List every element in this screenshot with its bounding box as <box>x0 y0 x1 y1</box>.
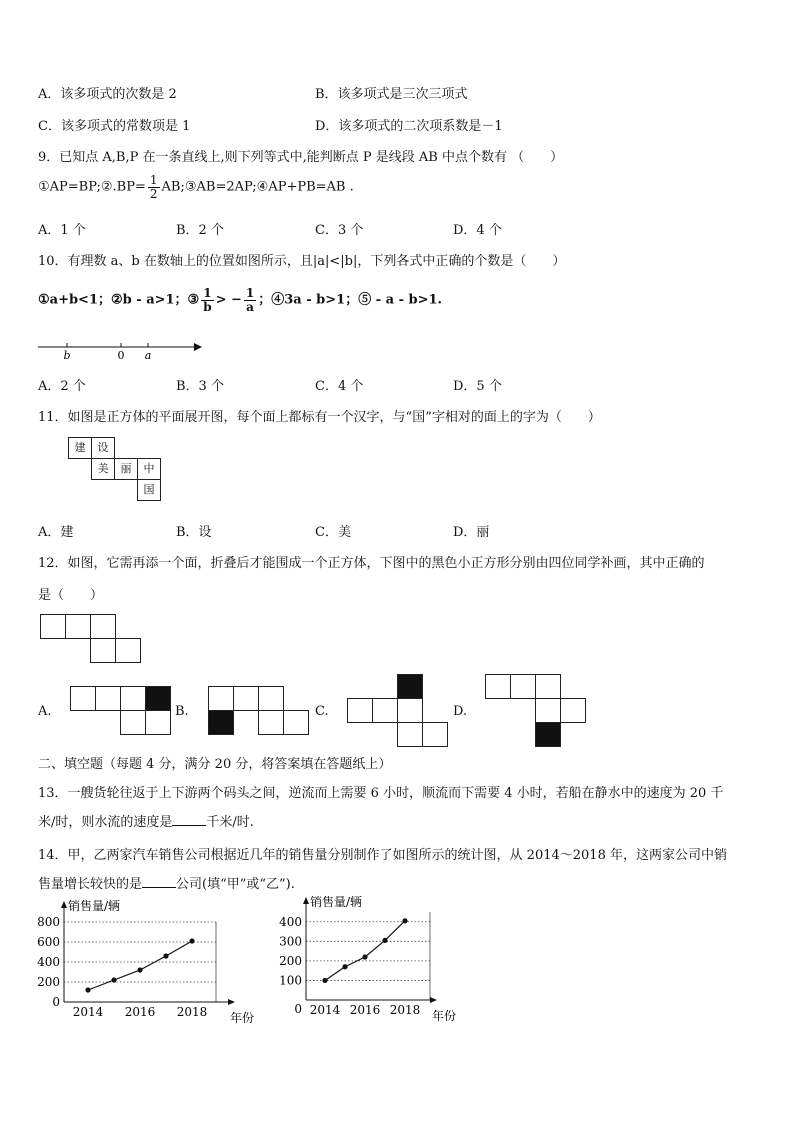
data-point <box>111 977 116 982</box>
q14-line2-pre: 售量增长较快的是 <box>38 877 143 892</box>
chart-jia <box>26 896 266 1024</box>
q12-option-b-label: B. <box>175 704 189 719</box>
q12-option-a-label: A. <box>38 704 52 719</box>
q10-fraction-2: $\frac{1}{a}$ <box>245 286 255 314</box>
q9-option-a: A．1 个 <box>38 223 86 238</box>
net-cell-zhong: 中 <box>137 458 161 480</box>
y-axis-arrow-icon <box>303 897 309 904</box>
q11-option-c: C．美 <box>315 525 351 540</box>
y-tick-label: 0 <box>52 995 60 1009</box>
y-tick-label: 600 <box>37 935 60 949</box>
number-line <box>36 338 206 362</box>
y-axis-label: 销售量/辆 <box>310 896 363 909</box>
q14-line1: 14．甲，乙两家汽车销售公司根据近几年的销售量分别制作了如图所示的统计图，从 2014～2018 年，这两家公司中销 <box>38 848 727 863</box>
net-cell-jian: 建 <box>68 437 92 459</box>
net-cell-guo: 国 <box>137 479 161 501</box>
q9-option-c: C．3 个 <box>315 223 364 238</box>
q13-line2-post: 千米/时. <box>206 815 254 830</box>
q10-fraction-1: $\frac{1}{b}$ <box>203 286 212 314</box>
x-axis-arrow-icon <box>430 997 437 1003</box>
q12-stem-line1: 12．如图，它需再添一个面，折叠后才能围成一个正方体，下图中的黑色小正方形分别由四位同学补画，其中正确的 <box>38 556 705 571</box>
y-tick-label: 200 <box>279 953 302 968</box>
y-tick-label: 800 <box>37 915 60 929</box>
q13-answer-blank[interactable] <box>172 813 206 826</box>
q11-option-b: B．设 <box>176 525 212 540</box>
q10-option-d: D．5 个 <box>453 379 502 394</box>
q13-line2-pre: 米/时，则水流的速度是 <box>38 815 173 830</box>
axis-label-0: 0 <box>117 349 125 362</box>
q12-option-c-label: C. <box>315 704 329 719</box>
y-tick-label: 300 <box>279 934 302 949</box>
y-axis-label: 销售量/辆 <box>68 899 121 913</box>
q10-option-a: A．2 个 <box>38 379 86 394</box>
series-line <box>325 921 405 981</box>
net-cell-she: 设 <box>91 437 115 459</box>
q14-line2 <box>38 873 295 892</box>
y-tick-label: 400 <box>37 955 60 969</box>
q11-stem: 11．如图是正方体的平面展开图，每个面上都标有一个汉字，与“国”字相对的面上的字为（ ） <box>38 410 601 425</box>
q9-items-pre: ①AP=BP;②.BP= <box>38 179 146 195</box>
axis-label-a: a <box>144 349 152 362</box>
q9-option-b: B．2 个 <box>176 223 224 238</box>
x-tick-label: 2014 <box>309 1003 341 1017</box>
q9-fraction: $\frac{1}{2}$ <box>149 173 158 201</box>
x-axis-arrow-icon <box>228 999 235 1005</box>
x-tick-label: 2016 <box>124 1005 156 1019</box>
x-axis-label: 年份 <box>230 1011 255 1024</box>
q8-option-d: D．该多项式的二次项系数是－1 <box>315 119 503 134</box>
q10-option-c: C．4 个 <box>315 379 364 394</box>
net-cell-mei: 美 <box>91 458 115 480</box>
x-tick-label: 2018 <box>176 1005 208 1019</box>
q10-items <box>38 287 442 313</box>
q8-option-a: A．该多项式的次数是 2 <box>38 87 177 102</box>
y-axis-arrow-icon <box>61 901 67 908</box>
x-tick-label: 2018 <box>389 1003 421 1017</box>
y-tick-label: 400 <box>279 914 302 929</box>
series-line <box>88 941 192 990</box>
x-axis-label: 年份 <box>432 1009 457 1023</box>
q14-answer-blank[interactable] <box>142 875 176 888</box>
q8-option-c: C．该多项式的常数项是 1 <box>38 119 191 134</box>
q10-items-part1: ①a+b<1；②b - a>1；③ <box>38 292 200 308</box>
net-cell-li: 丽 <box>114 458 138 480</box>
arrow-right-icon <box>194 343 202 351</box>
q14-line2-post: 公司(填“甲”或“乙”). <box>176 877 295 892</box>
chart-yi <box>272 896 472 1024</box>
q9-items-post: AB;③AB=2AP;④AP+PB=AB . <box>161 179 354 195</box>
q9-stem: 9．已知点 A,B,P 在一条直线上,则下列等式中,能判断点 P 是线段 AB 中点个数有 （ ） <box>38 150 564 165</box>
x-tick-label: 2016 <box>349 1003 381 1017</box>
q13-line2 <box>38 811 254 830</box>
data-point <box>402 918 407 923</box>
origin-label: 0 <box>294 1002 302 1016</box>
q11-option-d: D．丽 <box>453 525 490 540</box>
q11-option-a: A．建 <box>38 525 74 540</box>
y-tick-label: 100 <box>279 973 302 988</box>
q13-line1: 13．一艘货轮往返于上下游两个码头之间，逆流而上需要 6 小时，顺流而下需要 4 小时，若船在静水中的速度为 20 千 <box>38 786 724 801</box>
q12-option-d-label: D. <box>453 704 468 719</box>
axis-label-b: b <box>63 349 71 362</box>
q10-gt: > − <box>215 292 242 308</box>
data-point <box>85 987 90 992</box>
q9-items <box>38 174 354 200</box>
data-point <box>362 954 367 959</box>
q10-stem: 10．有理数 a、b 在数轴上的位置如图所示，且|a|<|b|，下列各式中正确的个数是（ ） <box>38 254 566 269</box>
y-tick-label: 200 <box>37 975 60 989</box>
q9-option-d: D．4 个 <box>453 223 502 238</box>
data-point <box>189 938 194 943</box>
data-point <box>163 953 168 958</box>
x-tick-label: 2014 <box>72 1005 104 1019</box>
data-point <box>322 978 327 983</box>
section-2-heading: 二、填空题（每题 4 分，满分 20 分，将答案填在答题纸上） <box>38 757 392 772</box>
data-point <box>382 938 387 943</box>
q10-items-part2: ；④3a - b>1；⑤ - a - b>1. <box>258 292 443 308</box>
q8-option-b: B．该多项式是三次三项式 <box>315 87 468 102</box>
q12-stem-line2: 是（ ） <box>38 588 104 603</box>
q10-option-b: B．3 个 <box>176 379 224 394</box>
data-point <box>137 967 142 972</box>
data-point <box>342 964 347 969</box>
